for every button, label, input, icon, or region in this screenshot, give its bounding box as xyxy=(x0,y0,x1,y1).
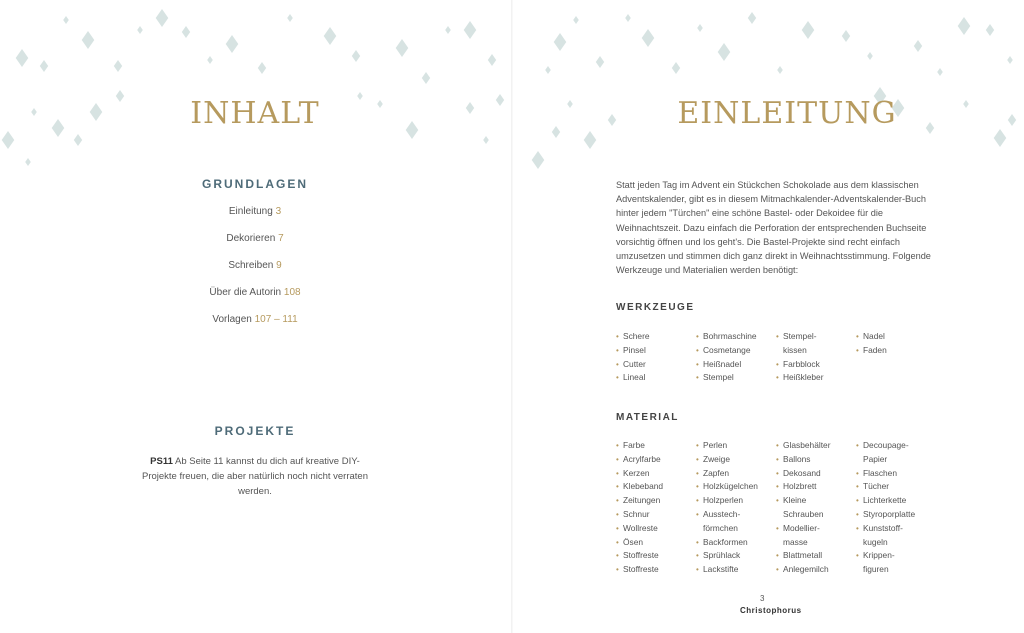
tool-item: • Cosmetange xyxy=(696,344,776,358)
material-item: • Decoupage- xyxy=(856,439,936,453)
material-item: • Lichterkette xyxy=(856,494,936,508)
material-item: • Flaschen xyxy=(856,467,936,481)
material-item: • Stoffreste xyxy=(616,563,696,577)
tool-item: • Nadel xyxy=(856,330,936,344)
material-item: • Backformen xyxy=(696,536,776,550)
toc-title: INHALT xyxy=(190,96,320,131)
material-item: • Ösen xyxy=(616,536,696,550)
projects-lead: PS11 xyxy=(150,456,173,467)
tool-item: • Cutter xyxy=(616,358,696,372)
tool-item: • Heißkleber xyxy=(776,371,856,385)
material-item: • Stoffreste xyxy=(616,549,696,563)
toc-item xyxy=(130,285,380,312)
tool-column xyxy=(856,330,936,385)
toc-item-label: Einleitung xyxy=(228,206,273,217)
material-item: • Ballons xyxy=(776,453,856,467)
material-item: • Zeitungen xyxy=(616,494,696,508)
projects-description: Ab Seite 11 kannst du dich auf kreative DIY-Projekte freuen, die aber natürlich noch nicht verraten werden. xyxy=(141,456,369,497)
toc-item-page: 3 xyxy=(275,206,282,217)
material-item: • Dekosand xyxy=(776,467,856,481)
tool-item: kissen xyxy=(783,344,807,355)
tool-item: • Faden xyxy=(856,344,936,358)
toc-item-page: 108 xyxy=(283,287,301,298)
material-item: • Blattmetall xyxy=(776,549,856,563)
material-item: förmchen xyxy=(703,522,738,533)
material-item: • Ausstech- xyxy=(696,508,776,522)
tool-item: • Bohrmaschine xyxy=(696,330,776,344)
tool-item: • Lineal xyxy=(616,371,696,385)
material-item: • Holzperlen xyxy=(696,494,776,508)
materials-heading: MATERIAL xyxy=(616,412,679,423)
material-item: • Lackstifte xyxy=(696,563,776,577)
page-number: 3 xyxy=(760,594,765,603)
material-item: • Schnur xyxy=(616,508,696,522)
material-column xyxy=(776,439,856,577)
material-column xyxy=(856,439,936,577)
material-item: • Acrylfarbe xyxy=(616,453,696,467)
toc-item-label: Über die Autorin xyxy=(209,287,282,298)
material-item: • Kleine xyxy=(776,494,856,508)
toc-list xyxy=(130,204,380,339)
material-item: Schrauben xyxy=(783,508,824,519)
tools-list xyxy=(616,330,946,385)
tool-column xyxy=(696,330,776,385)
material-column xyxy=(616,439,696,577)
toc-item xyxy=(130,312,380,339)
material-item: • Zweige xyxy=(696,453,776,467)
toc-item xyxy=(130,231,380,258)
toc-item xyxy=(130,258,380,285)
toc-item-label: Vorlagen xyxy=(212,314,252,325)
material-item: kugeln xyxy=(863,536,888,547)
tool-item: • Farbblock xyxy=(776,358,856,372)
material-item: masse xyxy=(783,536,808,547)
material-item: • Modellier- xyxy=(776,522,856,536)
material-item: • Kunststoff- xyxy=(856,522,936,536)
tool-item: • Stempel xyxy=(696,371,776,385)
toc-item-page: 107 – 111 xyxy=(254,314,298,325)
intro-page xyxy=(512,0,1024,633)
material-item: • Klebeband xyxy=(616,480,696,494)
material-item: • Glasbehälter xyxy=(776,439,856,453)
material-item: • Styroporplatte xyxy=(856,508,936,522)
material-item: • Sprühlack xyxy=(696,549,776,563)
tool-item: • Stempel- xyxy=(776,330,856,344)
toc-item-label: Dekorieren xyxy=(226,233,276,244)
toc-item-label: Schreiben xyxy=(228,260,274,271)
material-item: • Wollreste xyxy=(616,522,696,536)
projects-text xyxy=(140,454,370,499)
material-column xyxy=(696,439,776,577)
material-item: figuren xyxy=(863,564,889,575)
tool-column xyxy=(776,330,856,385)
material-item: • Perlen xyxy=(696,439,776,453)
intro-body: Statt jeden Tag im Advent ein Stückchen Schokolade aus dem klassischen Adventskalender, gibt es in diesem Mitmachkalender-Adventskalender-Buch hinter jedem "Türchen" eine schöne Bastel- oder Dekoidee für die Weihnachtszeit. Dazu einfach die Perforation der entsprechenden Buchseite vorsichtig öffnen und los geht's. Die Bastel-Projekte sind recht einfach umzusetzen und stimmen dich ganz direkt in Weihnachtsstimmung. Folgende Werkzeuge und Materialien werden benötigt: xyxy=(616,180,931,276)
material-item: • Zapfen xyxy=(696,467,776,481)
material-item: • Holzkügelchen xyxy=(696,480,776,494)
tool-item: • Schere xyxy=(616,330,696,344)
toc-item xyxy=(130,204,380,231)
material-item: • Tücher xyxy=(856,480,936,494)
projects-heading: PROJEKTE xyxy=(214,424,296,438)
material-item: Papier xyxy=(863,453,888,464)
tool-column xyxy=(616,330,696,385)
tools-heading: WERKZEUGE xyxy=(616,302,695,313)
toc-item-page: 9 xyxy=(276,260,282,271)
intro-title: EINLEITUNG xyxy=(677,96,897,131)
publisher-logo: Christophorus xyxy=(740,606,802,615)
material-item: • Holzbrett xyxy=(776,480,856,494)
material-item: • Kerzen xyxy=(616,467,696,481)
tool-item: • Heißnadel xyxy=(696,358,776,372)
material-item: • Anlegemilch xyxy=(776,563,856,577)
material-item: • Farbe xyxy=(616,439,696,453)
toc-item-page: 7 xyxy=(278,233,284,244)
basics-heading: GRUNDLAGEN xyxy=(202,177,308,191)
materials-list xyxy=(616,439,946,577)
tool-item: • Pinsel xyxy=(616,344,696,358)
material-item: • Krippen- xyxy=(856,549,936,563)
